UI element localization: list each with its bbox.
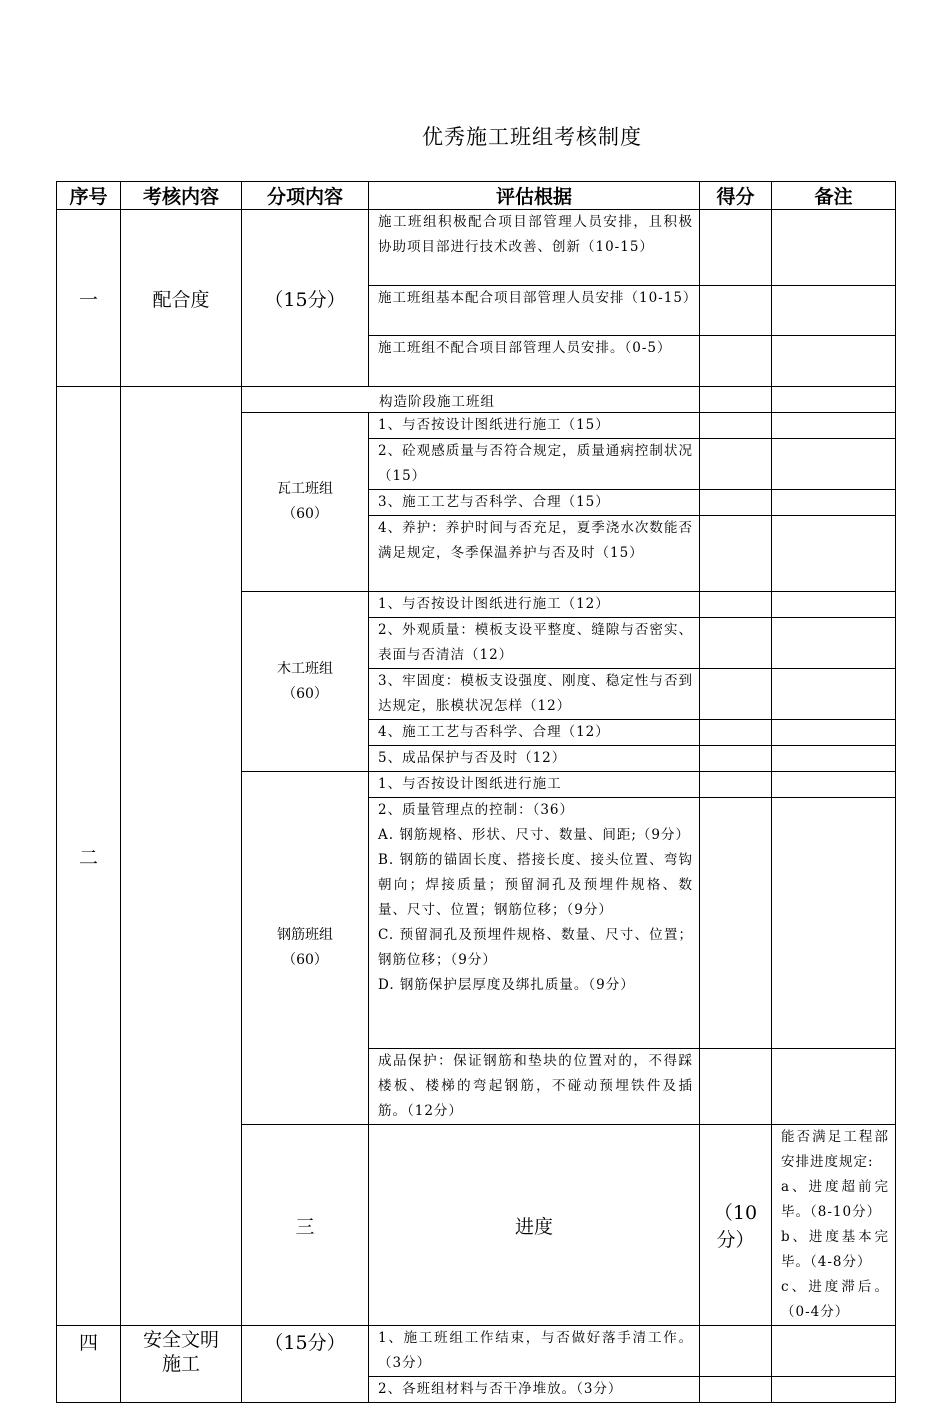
section-2-content bbox=[121, 387, 242, 1326]
score-cell[interactable] bbox=[700, 1326, 772, 1377]
group-rebar bbox=[242, 772, 369, 1125]
group-masonry-name: 瓦工班组 bbox=[277, 481, 333, 497]
progress-line: b、进度基本完毕。（4-8分） bbox=[781, 1229, 889, 1270]
remark-cell[interactable] bbox=[772, 720, 896, 746]
header-score: 得分 bbox=[700, 182, 772, 210]
group-masonry-points: （60） bbox=[282, 506, 328, 522]
progress-line: 能否满足工程部安排进度规定: bbox=[781, 1129, 889, 1170]
remark-cell[interactable] bbox=[772, 490, 896, 516]
table-row bbox=[57, 210, 896, 286]
remark-cell[interactable] bbox=[772, 669, 896, 720]
group-carpentry-points: （60） bbox=[282, 685, 328, 702]
remark-cell[interactable] bbox=[772, 336, 896, 387]
group-masonry bbox=[242, 413, 369, 592]
rebar-item-2 bbox=[369, 798, 700, 1049]
score-cell[interactable] bbox=[700, 798, 772, 1049]
remark-cell[interactable] bbox=[772, 592, 896, 618]
section-3-seq: 三 bbox=[242, 1125, 369, 1326]
score-cell[interactable] bbox=[700, 210, 772, 286]
score-cell[interactable] bbox=[700, 387, 772, 413]
assessment-table bbox=[56, 181, 896, 1403]
stage-label: 构造阶段施工班组 bbox=[242, 387, 700, 413]
section-4-item-2: 2、各班组材料与否干净堆放。（3分） bbox=[369, 1377, 700, 1403]
section-1-content: 配合度 bbox=[121, 210, 242, 387]
section-4-item-1: 1、施工班组工作结束，与否做好落手清工作。（3分） bbox=[369, 1326, 700, 1377]
remark-cell[interactable] bbox=[772, 1049, 896, 1125]
section-1-item-1: 施工班组积极配合项目部管理人员安排，且积极协助项目部进行技术改善、创新（10-15） bbox=[369, 210, 700, 286]
rebar-item-1: 1、与否按设计图纸进行施工 bbox=[369, 772, 700, 798]
page-title: 优秀施工班组考核制度 bbox=[422, 125, 642, 149]
score-cell[interactable] bbox=[700, 413, 772, 439]
remark-cell[interactable] bbox=[772, 618, 896, 669]
remark-cell[interactable] bbox=[772, 286, 896, 336]
progress-line: a、进度超前完毕。（8-10分） bbox=[781, 1179, 889, 1220]
carpentry-item-2: 2、外观质量：模板支设平整度、缝隙与否密实、表面与否清洁（12） bbox=[369, 618, 700, 669]
section-1-seq: 一 bbox=[57, 210, 121, 387]
masonry-item-2: 2、砼观感质量与否符合规定，质量通病控制状况（15） bbox=[369, 439, 700, 490]
section-3-basis bbox=[772, 1125, 896, 1326]
score-cell[interactable] bbox=[700, 669, 772, 720]
section-1-item-2: 施工班组基本配合项目部管理人员安排（10-15） bbox=[369, 286, 700, 336]
carpentry-item-5: 5、成品保护与否及时（12） bbox=[369, 746, 700, 772]
score-cell[interactable] bbox=[700, 286, 772, 336]
rebar-item-2-line: 2、质量管理点的控制：（36） bbox=[378, 802, 575, 818]
remark-cell[interactable] bbox=[772, 413, 896, 439]
progress-line: c、进度滞后。（0-4分） bbox=[781, 1279, 889, 1320]
remark-cell[interactable] bbox=[772, 387, 896, 413]
masonry-item-4: 4、养护：养护时间与否充足，夏季浇水次数能否满足规定，冬季保温养护与否及时（15） bbox=[369, 516, 700, 592]
section-4-seq: 四 bbox=[57, 1326, 121, 1403]
carpentry-item-3: 3、牢固度：模板支设强度、刚度、稳定性与否到达规定，胀模状况怎样（12） bbox=[369, 669, 700, 720]
group-carpentry-name: 木工班组 bbox=[277, 660, 333, 677]
score-cell[interactable] bbox=[700, 490, 772, 516]
score-cell[interactable] bbox=[700, 746, 772, 772]
score-cell[interactable] bbox=[700, 1377, 772, 1403]
header-seq: 序号 bbox=[57, 182, 121, 210]
rebar-item-2-line: C. 预留洞孔及预埋件规格、数量、尺寸、位置；钢筋位移；（9分） bbox=[378, 927, 693, 968]
score-cell[interactable] bbox=[700, 720, 772, 746]
section-4-sub: （15分） bbox=[242, 1326, 369, 1403]
header-content: 考核内容 bbox=[121, 182, 242, 210]
group-rebar-name: 钢筋班组 bbox=[277, 927, 333, 943]
section-3-content: 进度 bbox=[369, 1125, 700, 1326]
remark-cell[interactable] bbox=[772, 516, 896, 592]
score-cell[interactable] bbox=[700, 772, 772, 798]
table-row bbox=[57, 387, 896, 413]
section-4-content: 安全文明施工 bbox=[121, 1326, 242, 1403]
remark-cell[interactable] bbox=[772, 772, 896, 798]
masonry-item-3: 3、施工工艺与否科学、合理（15） bbox=[369, 490, 700, 516]
score-cell[interactable] bbox=[700, 592, 772, 618]
carpentry-item-4: 4、施工工艺与否科学、合理（12） bbox=[369, 720, 700, 746]
remark-cell[interactable] bbox=[772, 1377, 896, 1403]
remark-cell[interactable] bbox=[772, 439, 896, 490]
section-2-seq: 二 bbox=[57, 387, 121, 1326]
group-carpentry bbox=[242, 592, 369, 772]
rebar-item-3: 成品保护：保证钢筋和垫块的位置对的，不得踩楼板、楼梯的弯起钢筋，不碰动预埋铁件及插筋。（12分） bbox=[369, 1049, 700, 1125]
rebar-item-2-line: D. 钢筋保护层厚度及绑扎质量。（9分） bbox=[378, 977, 635, 993]
score-cell[interactable] bbox=[700, 439, 772, 490]
header-sub: 分项内容 bbox=[242, 182, 369, 210]
score-cell[interactable] bbox=[700, 618, 772, 669]
masonry-item-1: 1、与否按设计图纸进行施工（15） bbox=[369, 413, 700, 439]
section-1-sub: （15分） bbox=[242, 210, 369, 387]
rebar-item-2-line: A. 钢筋规格、形状、尺寸、数量、间距;（9分） bbox=[378, 827, 690, 843]
table-row bbox=[57, 1326, 896, 1377]
score-cell[interactable] bbox=[700, 336, 772, 387]
section-1-item-3: 施工班组不配合项目部管理人员安排。（0-5） bbox=[369, 336, 700, 387]
remark-cell[interactable] bbox=[772, 746, 896, 772]
score-cell[interactable] bbox=[700, 1049, 772, 1125]
remark-cell[interactable] bbox=[772, 210, 896, 286]
header-basis: 评估根据 bbox=[369, 182, 700, 210]
header-remark: 备注 bbox=[772, 182, 896, 210]
rebar-item-2-line: B. 钢筋的锚固长度、搭接长度、接头位置、弯钩朝向；焊接质量；预留洞孔及预埋件规格、数量、尺寸、位置；钢筋位移；（9分） bbox=[378, 852, 693, 918]
carpentry-item-1: 1、与否按设计图纸进行施工（12） bbox=[369, 592, 700, 618]
header-row bbox=[57, 182, 896, 210]
remark-cell[interactable] bbox=[772, 1326, 896, 1377]
group-rebar-points: （60） bbox=[282, 952, 328, 968]
section-3-sub: （10分） bbox=[700, 1125, 772, 1326]
remark-cell[interactable] bbox=[772, 798, 896, 1049]
score-cell[interactable] bbox=[700, 516, 772, 592]
